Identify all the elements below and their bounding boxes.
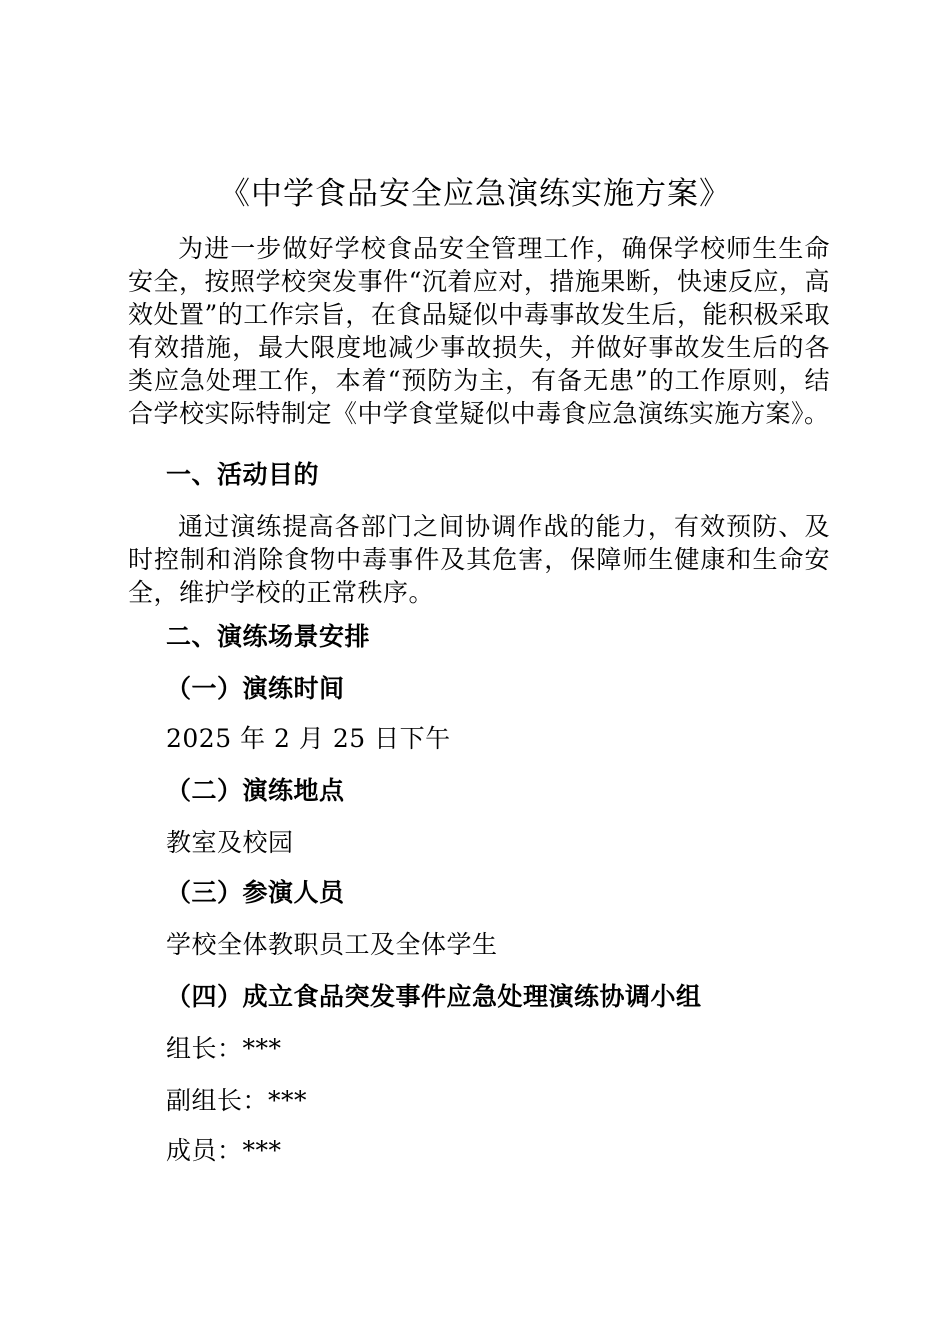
subheading-participants: （三）参演人员 bbox=[166, 878, 345, 907]
drill-place-value: 教室及校园 bbox=[166, 828, 294, 857]
subheading-drill-place: （二）演练地点 bbox=[166, 776, 345, 805]
group-members: 成员：*** bbox=[166, 1136, 282, 1165]
drill-time-value: 2025 年 2 月 25 日下午 bbox=[166, 724, 451, 753]
subheading-drill-time: （一）演练时间 bbox=[166, 674, 345, 703]
subheading-coordination-group: （四）成立食品突发事件应急处理演练协调小组 bbox=[166, 982, 702, 1011]
intro-paragraph: 为进一步做好学校食品安全管理工作，确保学校师生生命安全，按照学校突发事件“沉着应对，措施果断，快速反应，高效处置”的工作宗旨，在食品疑似中毒事故发生后，能积极采取有效措施，最大限度地减少事故损失，并做好事故发生后的各类应急处理工作，本着“预防为主，有备无患”的工作原则，结合学校实际特制定《中学食堂疑似中毒食应急演练实施方案》。 bbox=[128, 234, 830, 428]
document-title: 《中学食品安全应急演练实施方案》 bbox=[219, 176, 731, 212]
section-heading-purpose: 一、活动目的 bbox=[166, 460, 320, 489]
group-leader: 组长：*** bbox=[166, 1034, 282, 1063]
purpose-paragraph: 通过演练提高各部门之间协调作战的能力，有效预防、及时控制和消除食物中毒事件及其危害，保障师生健康和生命安全，维护学校的正常秩序。 bbox=[128, 512, 830, 607]
participants-value: 学校全体教职员工及全体学生 bbox=[166, 930, 498, 959]
group-deputy-leader: 副组长：*** bbox=[166, 1086, 308, 1115]
section-heading-scenario: 二、演练场景安排 bbox=[166, 622, 371, 651]
